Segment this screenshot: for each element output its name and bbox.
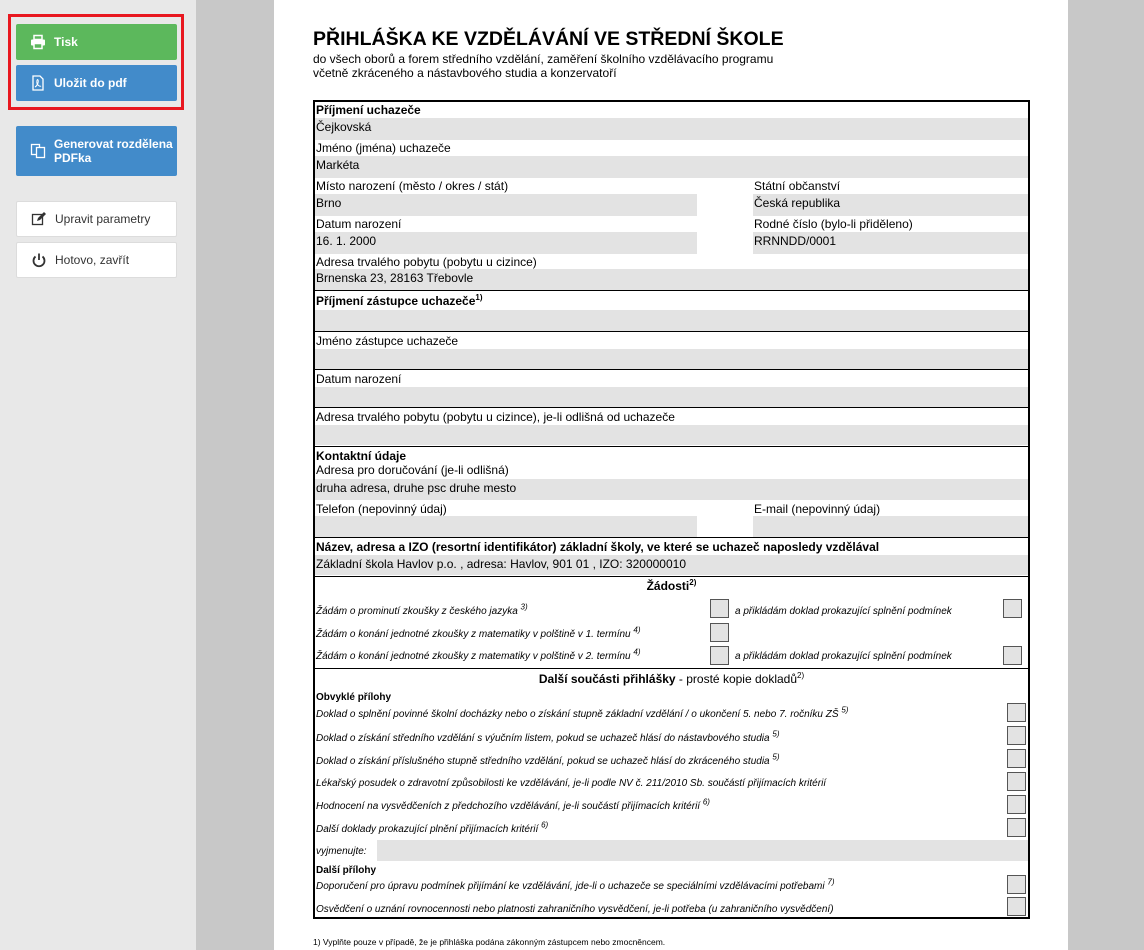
guardian-name-field[interactable]: [315, 349, 1028, 369]
attachments-heading: Další součásti přihlášky - prosté kopie dokladů$^{2)}$: [538, 671, 805, 686]
attachment-checkbox[interactable]: [1007, 703, 1026, 722]
birthnum-label: Rodné číslo (bylo-li přiděleno): [754, 217, 913, 231]
attachment-checkbox[interactable]: [1007, 749, 1026, 768]
guardian-birthdate-label: Datum narození: [316, 372, 402, 386]
guardian-surname-label: Příjmení zástupce uchazeče$^{1)}$: [316, 293, 483, 308]
name-field[interactable]: Markéta: [315, 156, 1028, 178]
attachment-item: Osvědčení o uznání rovnocennosti nebo platnosti zahraničního vysvědčení, je-li potřeba (u zahraničního vysvědčení): [316, 904, 834, 915]
other-attachments-heading: Další přílohy: [316, 865, 377, 876]
divider: [315, 290, 1028, 291]
request-extra: a přikládám doklad prokazující splnění podmínek: [735, 651, 952, 662]
birthdate-label: Datum narození: [316, 217, 402, 231]
attachment-checkbox[interactable]: [1007, 726, 1026, 745]
attachment-checkbox[interactable]: [1007, 875, 1026, 894]
document-subtitle-1: do všech oborů a forem středního vzdělání, zaměření školního vzdělávacího programu: [313, 52, 774, 66]
attachment-checkbox[interactable]: [1007, 772, 1026, 791]
guardian-address-field[interactable]: [315, 425, 1028, 445]
divider: [315, 446, 1028, 447]
divider: [315, 407, 1028, 408]
edit-label: Upravit parametry: [55, 212, 151, 226]
citizenship-label: Státní občanství: [754, 179, 841, 193]
edit-icon: [31, 211, 47, 227]
contact-heading: Kontaktní údaje: [316, 449, 407, 463]
request-checkbox[interactable]: [710, 599, 729, 618]
document-page: [274, 0, 1068, 950]
attachment-checkbox[interactable]: [1007, 897, 1026, 916]
attachment-item: Doklad o získání příslušného stupně středního vzdělání, pokud se uchazeč hlásí do zkráceného studia $^{5)}$: [316, 752, 780, 767]
attachment-item: Lékařský posudek o zdravotní způsobilosti ke vzdělávání, je-li podle NV č. 211/2010 Sb. součástí přijímacích kritérií: [316, 778, 827, 789]
save-pdf-button[interactable]: [16, 65, 177, 101]
specify-label: vyjmenujte:: [316, 846, 367, 857]
attachment-item: Doklad o získání středního vzdělání s výučním listem, pokud se uchazeč hlásí do nástavbového studia $^{5)}$: [316, 729, 780, 744]
attachment-item: Další doklady prokazující plnění přijímacích kritérií $^{6)}$: [316, 820, 549, 835]
birthdate-field[interactable]: 16. 1. 2000: [315, 232, 697, 254]
request-extra-checkbox[interactable]: [1003, 599, 1022, 618]
done-label: Hotovo, zavřít: [55, 253, 130, 267]
attachment-item: Doporučení pro úpravu podmínek přijímání ke vzdělávání, jde-li o uchazeče se speciálními vzdělávacími potřebami $^{7)}$: [316, 877, 835, 892]
requests-heading: Žádosti$^{2)}$: [646, 578, 697, 593]
pdf-file-icon: [30, 75, 46, 91]
name-label: Jméno (jména) uchazeče: [316, 141, 451, 155]
attachment-checkbox[interactable]: [1007, 795, 1026, 814]
birthplace-label: Místo narození (město / okres / stát): [316, 179, 509, 193]
document-subtitle-2: včetně zkráceného a nástavbového studia a konzervatoří: [313, 66, 617, 80]
email-field[interactable]: [753, 516, 1028, 537]
address-field[interactable]: Brnenska 23, 28163 Třebovle: [315, 269, 1028, 290]
guardian-name-label: Jméno zástupce uchazeče: [316, 334, 459, 348]
divider: [315, 537, 1028, 538]
application-form: [313, 100, 1030, 919]
request-checkbox[interactable]: [710, 646, 729, 665]
surname-label: Příjmení uchazeče: [316, 103, 421, 117]
print-button[interactable]: [16, 24, 177, 60]
attachment-checkbox[interactable]: [1007, 818, 1026, 837]
generate-label: Generovat rozdělena PDFka: [54, 137, 173, 165]
birthplace-field[interactable]: Brno: [315, 194, 697, 216]
edit-parameters-button[interactable]: [16, 201, 177, 237]
phone-field[interactable]: [315, 516, 697, 537]
guardian-birthdate-field[interactable]: [315, 387, 1028, 407]
request-extra-checkbox[interactable]: [1003, 646, 1022, 665]
delivery-address-label: Adresa pro doručování (je-li odlišná): [316, 463, 509, 477]
divider: [315, 331, 1028, 332]
document-title: PŘIHLÁŠKA KE VZDĚLÁVÁNÍ VE STŘEDNÍ ŠKOLE: [313, 28, 784, 50]
birthnum-field[interactable]: RRNNDD/0001: [753, 232, 1028, 254]
request-row: Žádám o konání jednotné zkoušky z matematiky v polštině v 1. termínu $^{4)}$: [316, 625, 641, 640]
email-label: E-mail (nepovinný údaj): [754, 502, 881, 516]
printer-icon: [30, 34, 46, 50]
specify-field[interactable]: [377, 840, 1028, 861]
school-heading: Název, adresa a IZO (resortní identifikátor) základní školy, ve které se uchazeč naposledy vzdělával: [316, 540, 880, 554]
print-label: Tisk: [54, 35, 78, 49]
guardian-address-label: Adresa trvalého pobytu (pobytu u cizince), je-li odlišná od uchazeče: [316, 410, 675, 424]
done-close-button[interactable]: [16, 242, 177, 278]
request-checkbox[interactable]: [710, 623, 729, 642]
citizenship-field[interactable]: Česká republika: [753, 194, 1028, 216]
attachment-item: Hodnocení na vysvědčeních z předchozího vzdělávání, je-li součástí přijímacích kritérií $^{6)}$: [316, 797, 710, 812]
delivery-address-field[interactable]: druha adresa, druhe psc druhe mesto: [315, 479, 1028, 500]
surname-field[interactable]: Čejkovská: [315, 118, 1028, 140]
copy-files-icon: [30, 143, 46, 159]
save-pdf-label: Uložit do pdf: [54, 76, 127, 90]
divider: [315, 369, 1028, 370]
divider: [315, 576, 1028, 577]
request-row: Žádám o konání jednotné zkoušky z matematiky v polštině v 2. termínu $^{4)}$: [316, 647, 641, 662]
usual-attachments-heading: Obvyklé přílohy: [316, 692, 392, 703]
request-row: Žádám o prominutí zkoušky z českého jazyka $^{3)}$: [316, 602, 528, 617]
school-field[interactable]: Základní škola Havlov p.o. , adresa: Havlov, 901 01 , IZO: 320000010: [315, 555, 1028, 575]
generate-split-pdf-button[interactable]: [16, 126, 177, 176]
address-label: Adresa trvalého pobytu (pobytu u cizince): [316, 255, 537, 269]
attachment-item: Doklad o splnění povinné školní docházky nebo o získání stupně základní vzdělání / o ukončení 5. nebo 7. ročníku ZŠ $^{5)}$: [316, 705, 849, 720]
power-icon: [31, 252, 47, 268]
divider: [315, 668, 1028, 669]
footnote: 1) Vyplňte pouze v případě, že je přihláška podána zákonným zástupcem nebo zmocněncem.: [313, 937, 666, 947]
sidebar: [0, 0, 196, 950]
phone-label: Telefon (nepovinný údaj): [316, 502, 447, 516]
request-extra: a přikládám doklad prokazující splnění podmínek: [735, 606, 952, 617]
guardian-surname-field[interactable]: [315, 310, 1028, 331]
